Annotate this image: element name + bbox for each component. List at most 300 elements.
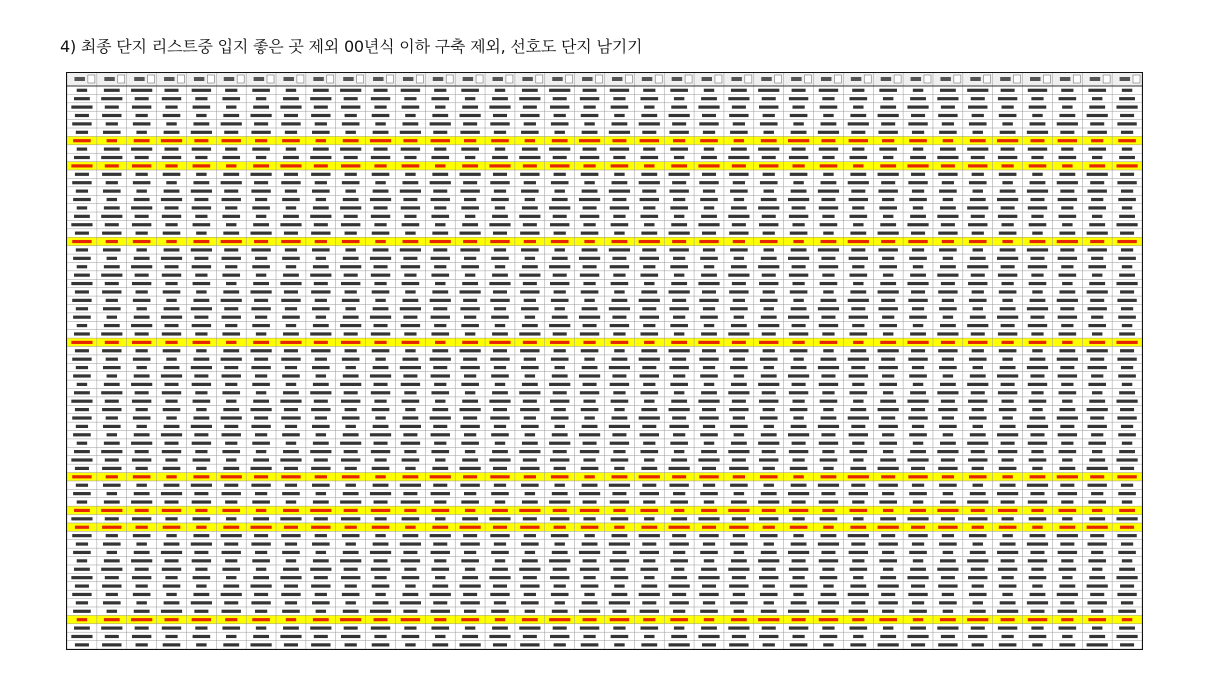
cell-text-mark — [821, 122, 837, 125]
cell-text-mark — [1002, 400, 1014, 403]
cell-text-mark — [729, 643, 748, 646]
cell-text-mark — [281, 299, 300, 302]
cell-text-mark — [106, 416, 118, 419]
cell-text-mark — [226, 223, 236, 226]
cell-text-mark — [1090, 593, 1104, 596]
cell-text-mark — [311, 232, 330, 235]
cell-text-mark — [669, 114, 690, 117]
cell-text-mark — [1062, 341, 1072, 344]
cell-text-mark — [135, 274, 149, 277]
cell-text-mark — [250, 290, 271, 293]
cell-text-mark — [552, 433, 568, 436]
cell-text-mark — [135, 156, 149, 159]
cell-text-mark — [1002, 475, 1012, 478]
cell-text-mark — [252, 500, 270, 503]
cell-text-mark — [373, 131, 389, 134]
cell-text-mark — [584, 593, 594, 596]
cell-text-mark — [105, 105, 119, 108]
cell-text-mark — [998, 391, 1017, 394]
cell-text-mark — [942, 416, 954, 419]
cell-text-mark — [193, 534, 209, 537]
cell-text-mark — [848, 475, 869, 478]
cell-text-mark — [132, 517, 151, 520]
cell-text-mark — [402, 593, 418, 596]
cell-text-mark — [311, 584, 330, 587]
cell-text-mark — [553, 215, 567, 218]
cell-text-mark — [519, 156, 540, 159]
cell-text-mark — [1088, 500, 1106, 503]
cell-text-mark — [789, 568, 808, 571]
cell-text-mark — [256, 274, 266, 277]
cell-text-mark — [967, 265, 988, 268]
cell-text-mark — [401, 559, 420, 562]
cell-text-mark — [404, 450, 416, 453]
cell-text-mark — [430, 475, 451, 478]
cell-text-mark — [1089, 635, 1105, 638]
cell-text-mark — [973, 248, 983, 251]
cell-text-mark — [763, 114, 775, 117]
cell-text-mark — [223, 232, 239, 235]
cell-text-mark — [195, 391, 207, 394]
cell-text-mark — [670, 383, 688, 386]
cell-text-mark — [312, 131, 330, 134]
cell-text-mark — [1088, 324, 1106, 327]
cell-text-mark — [818, 190, 839, 193]
cell-text-mark — [730, 484, 748, 487]
cell-text-mark — [1030, 358, 1046, 361]
cell-text-mark — [910, 215, 926, 218]
cell-text-mark — [106, 534, 118, 537]
cell-text-mark — [315, 122, 327, 125]
cell-text-mark — [370, 139, 391, 142]
cell-text-mark — [669, 131, 688, 134]
cell-text-mark — [373, 601, 389, 604]
cell-text-mark — [431, 551, 450, 554]
cell-text-mark — [252, 89, 270, 92]
cell-text-mark — [72, 475, 91, 478]
cell-text-mark — [999, 114, 1017, 117]
cell-text-mark — [312, 601, 330, 604]
cell-text-mark — [1116, 105, 1137, 108]
cell-text-mark — [821, 257, 835, 260]
cell-text-mark — [699, 299, 718, 302]
cell-text-mark — [878, 542, 897, 545]
cell-text-mark — [283, 215, 299, 218]
cell-text-mark — [102, 643, 121, 646]
cell-text-mark — [1117, 181, 1136, 184]
cell-text-mark — [734, 433, 744, 436]
cell-text-mark — [166, 358, 176, 361]
cell-text-mark — [671, 105, 687, 108]
filter-dropdown-icon — [715, 75, 722, 83]
cell-text-mark — [967, 206, 988, 209]
cell-text-mark — [343, 610, 359, 613]
cell-text-mark — [674, 156, 684, 159]
cell-text-mark — [341, 164, 360, 167]
cell-text-mark — [431, 610, 450, 613]
cell-text-mark — [404, 97, 416, 100]
cell-text-mark — [371, 274, 390, 277]
cell-text-mark — [640, 492, 659, 495]
cell-text-mark — [941, 223, 955, 226]
cell-text-mark — [489, 635, 510, 638]
cell-text-mark — [1059, 332, 1077, 335]
cell-text-mark — [793, 534, 803, 537]
cell-text-mark — [222, 492, 241, 495]
cell-text-mark — [639, 534, 660, 537]
cell-text-mark — [404, 509, 416, 512]
cell-text-mark — [793, 358, 803, 361]
cell-text-mark — [402, 534, 418, 537]
cell-text-mark — [672, 181, 686, 184]
cell-text-mark — [223, 467, 239, 470]
cell-text-mark — [880, 282, 896, 285]
cell-text-mark — [192, 618, 211, 621]
cell-text-mark — [940, 383, 956, 386]
cell-text-mark — [1002, 122, 1012, 125]
cell-text-mark — [282, 492, 300, 495]
cell-text-mark — [940, 559, 956, 562]
cell-text-mark — [849, 492, 868, 495]
cell-text-mark — [788, 374, 809, 377]
cell-text-mark — [1119, 332, 1135, 335]
cell-text-mark — [1088, 601, 1107, 604]
cell-text-mark — [431, 433, 450, 436]
cell-text-mark — [255, 374, 267, 377]
cell-text-mark — [521, 248, 539, 251]
cell-text-mark — [280, 635, 301, 638]
cell-text-mark — [1059, 584, 1075, 587]
cell-text-mark — [344, 215, 358, 218]
header-cell-mark — [1090, 77, 1100, 81]
cell-text-mark — [106, 240, 118, 243]
cell-text-mark — [72, 534, 91, 537]
cell-text-mark — [255, 257, 267, 260]
cell-text-mark — [911, 526, 925, 529]
cell-text-mark — [669, 484, 688, 487]
cell-text-mark — [552, 257, 568, 260]
cell-text-mark — [280, 517, 301, 520]
cell-text-mark — [908, 534, 927, 537]
cell-text-mark — [132, 282, 151, 285]
cell-text-mark — [793, 475, 803, 478]
cell-text-mark — [310, 509, 331, 512]
cell-text-mark — [462, 458, 478, 461]
cell-text-mark — [493, 526, 507, 529]
cell-text-mark — [401, 383, 420, 386]
cell-text-mark — [193, 223, 211, 226]
cell-text-mark — [76, 248, 88, 251]
cell-text-mark — [883, 332, 893, 335]
filter-dropdown-icon — [625, 75, 632, 83]
cell-text-mark — [74, 568, 90, 571]
cell-text-mark — [77, 89, 87, 92]
cell-text-mark — [286, 324, 296, 327]
cell-text-mark — [968, 164, 987, 167]
cell-text-mark — [1117, 593, 1136, 596]
cell-text-mark — [850, 232, 866, 235]
cell-text-mark — [134, 257, 150, 260]
cell-text-mark — [75, 467, 89, 470]
cell-text-mark — [674, 215, 684, 218]
cell-text-mark — [639, 299, 660, 302]
cell-text-mark — [973, 601, 983, 604]
cell-text-mark — [734, 139, 744, 142]
cell-text-mark — [372, 408, 390, 411]
cell-text-mark — [282, 257, 300, 260]
cell-text-mark — [1027, 307, 1048, 310]
cell-text-mark — [493, 173, 507, 176]
cell-text-mark — [734, 198, 744, 201]
cell-text-mark — [1059, 643, 1075, 646]
cell-text-mark — [283, 156, 299, 159]
cell-text-mark — [372, 232, 390, 235]
cell-text-mark — [523, 223, 537, 226]
cell-text-mark — [880, 223, 896, 226]
cell-text-mark — [222, 215, 240, 218]
cell-text-mark — [400, 131, 421, 134]
cell-text-mark — [195, 274, 207, 277]
cell-text-mark — [822, 156, 834, 159]
cell-text-mark — [552, 492, 568, 495]
cell-text-mark — [343, 198, 359, 201]
cell-text-mark — [431, 492, 450, 495]
cell-text-mark — [701, 509, 717, 512]
cell-text-mark — [937, 156, 958, 159]
cell-text-mark — [760, 593, 778, 596]
cell-text-mark — [1118, 610, 1136, 613]
cell-text-mark — [973, 542, 983, 545]
cell-text-mark — [1032, 290, 1042, 293]
cell-text-mark — [106, 299, 118, 302]
cell-text-mark — [76, 307, 88, 310]
cell-text-mark — [1027, 248, 1048, 251]
cell-text-mark — [343, 492, 359, 495]
cell-text-mark — [343, 551, 359, 554]
cell-text-mark — [821, 358, 837, 361]
cell-text-mark — [551, 534, 569, 537]
cell-text-mark — [997, 316, 1018, 319]
cell-text-mark — [1030, 181, 1046, 184]
cell-text-mark — [1057, 475, 1078, 478]
cell-text-mark — [972, 526, 984, 529]
cell-text-mark — [582, 542, 598, 545]
cell-text-mark — [732, 282, 746, 285]
cell-text-mark — [669, 467, 690, 470]
cell-text-mark — [221, 358, 242, 361]
filter-dropdown-icon — [834, 75, 841, 83]
cell-text-mark — [1087, 349, 1108, 352]
cell-text-mark — [1088, 425, 1107, 428]
cell-text-mark — [614, 584, 624, 587]
cell-text-mark — [1029, 282, 1047, 285]
cell-text-mark — [224, 248, 238, 251]
cell-text-mark — [879, 500, 897, 503]
cell-text-mark — [907, 282, 928, 285]
cell-text-mark — [493, 643, 507, 646]
cell-text-mark — [134, 316, 150, 319]
cell-text-mark — [131, 324, 152, 327]
cell-text-mark — [1028, 442, 1047, 445]
cell-text-mark — [76, 366, 88, 369]
cell-text-mark — [193, 458, 211, 461]
cell-text-mark — [912, 601, 924, 604]
cell-text-mark — [519, 626, 540, 629]
cell-text-mark — [1032, 643, 1042, 646]
cell-text-mark — [674, 332, 684, 335]
cell-text-mark — [1002, 458, 1014, 461]
cell-text-mark — [1000, 425, 1016, 428]
cell-text-mark — [461, 559, 479, 562]
cell-text-mark — [729, 232, 748, 235]
cell-text-mark — [523, 458, 537, 461]
cell-text-mark — [341, 458, 360, 461]
cell-text-mark — [789, 215, 808, 218]
cell-text-mark — [883, 274, 893, 277]
cell-text-mark — [491, 551, 509, 554]
cell-text-mark — [107, 257, 117, 260]
cell-text-mark — [251, 131, 270, 134]
cell-text-mark — [491, 139, 509, 142]
cell-text-mark — [521, 542, 539, 545]
cell-text-mark — [790, 173, 808, 176]
cell-text-mark — [580, 509, 599, 512]
cell-text-mark — [554, 484, 564, 487]
cell-text-mark — [107, 433, 117, 436]
cell-text-mark — [1032, 584, 1042, 587]
cell-text-mark — [583, 442, 597, 445]
cell-text-mark — [672, 299, 686, 302]
cell-text-mark — [464, 198, 476, 201]
cell-text-mark — [551, 593, 569, 596]
cell-text-mark — [1030, 139, 1044, 142]
cell-text-mark — [698, 458, 719, 461]
cell-text-mark — [460, 584, 481, 587]
cell-text-mark — [72, 299, 91, 302]
cell-text-mark — [613, 156, 625, 159]
cell-text-mark — [880, 105, 896, 108]
cell-text-mark — [103, 307, 121, 310]
cell-text-mark — [315, 240, 327, 243]
cell-text-mark — [792, 206, 806, 209]
cell-text-mark — [136, 643, 148, 646]
cell-text-mark — [1057, 358, 1078, 361]
cell-text-mark — [1031, 626, 1043, 629]
cell-text-mark — [704, 559, 714, 562]
filter-dropdown-icon — [954, 75, 961, 83]
cell-text-mark — [1001, 206, 1015, 209]
cell-text-mark — [823, 643, 833, 646]
header-cell-mark — [881, 77, 891, 81]
cell-text-mark — [1002, 593, 1012, 596]
cell-text-mark — [493, 232, 507, 235]
cell-text-mark — [702, 232, 716, 235]
cell-text-mark — [133, 416, 151, 419]
cell-text-mark — [191, 248, 212, 251]
cell-text-mark — [698, 105, 719, 108]
cell-text-mark — [430, 416, 451, 419]
cell-text-mark — [699, 358, 718, 361]
cell-text-mark — [463, 240, 477, 243]
cell-text-mark — [104, 206, 120, 209]
header-cell-mark — [821, 77, 831, 81]
cell-text-mark — [1118, 492, 1136, 495]
cell-text-mark — [732, 517, 746, 520]
cell-text-mark — [789, 332, 808, 335]
cell-text-mark — [103, 248, 121, 251]
cell-text-mark — [372, 173, 390, 176]
cell-text-mark — [401, 618, 420, 621]
cell-text-mark — [519, 97, 540, 100]
cell-text-mark — [1001, 89, 1015, 92]
cell-text-mark — [973, 425, 983, 428]
header-cell-mark — [672, 77, 682, 81]
cell-text-mark — [1027, 484, 1048, 487]
cell-text-mark — [851, 366, 865, 369]
cell-text-mark — [492, 156, 508, 159]
cell-text-mark — [314, 105, 328, 108]
cell-text-mark — [283, 450, 299, 453]
cell-text-mark — [731, 383, 747, 386]
cell-text-mark — [519, 509, 540, 512]
cell-text-mark — [579, 257, 600, 260]
cell-text-mark — [939, 190, 957, 193]
cell-text-mark — [912, 190, 924, 193]
cell-text-mark — [461, 442, 479, 445]
cell-text-mark — [733, 534, 745, 537]
cell-text-mark — [908, 416, 927, 419]
cell-text-mark — [941, 635, 955, 638]
filter-dropdown-icon — [148, 75, 155, 83]
cell-text-mark — [404, 215, 416, 218]
cell-text-mark — [913, 148, 923, 151]
cell-text-mark — [105, 517, 119, 520]
cell-text-mark — [253, 223, 269, 226]
header-cell-mark — [343, 77, 353, 81]
cell-text-mark — [462, 164, 478, 167]
cell-text-mark — [525, 374, 535, 377]
cell-text-mark — [192, 559, 211, 562]
cell-text-mark — [460, 542, 479, 545]
cell-text-mark — [937, 274, 958, 277]
cell-text-mark — [971, 568, 985, 571]
header-cell-mark — [851, 77, 861, 81]
cell-text-mark — [583, 206, 597, 209]
cell-text-mark — [107, 610, 117, 613]
cell-text-mark — [821, 316, 835, 319]
cell-text-mark — [134, 551, 150, 554]
header-cell-mark — [313, 77, 323, 81]
cell-text-mark — [284, 467, 298, 470]
cell-text-mark — [194, 610, 208, 613]
cell-text-mark — [1062, 164, 1072, 167]
cell-text-mark — [162, 215, 181, 218]
cell-text-mark — [822, 274, 834, 277]
cell-text-mark — [162, 509, 181, 512]
cell-text-mark — [256, 215, 266, 218]
cell-text-mark — [405, 584, 415, 587]
cell-text-mark — [314, 164, 328, 167]
cell-text-mark — [253, 105, 269, 108]
cell-text-mark — [584, 534, 594, 537]
cell-text-mark — [222, 509, 240, 512]
cell-text-mark — [640, 551, 659, 554]
cell-text-mark — [967, 500, 988, 503]
cell-text-mark — [402, 122, 418, 125]
cell-text-mark — [460, 601, 479, 604]
cell-text-mark — [225, 265, 237, 268]
cell-text-mark — [340, 89, 361, 92]
